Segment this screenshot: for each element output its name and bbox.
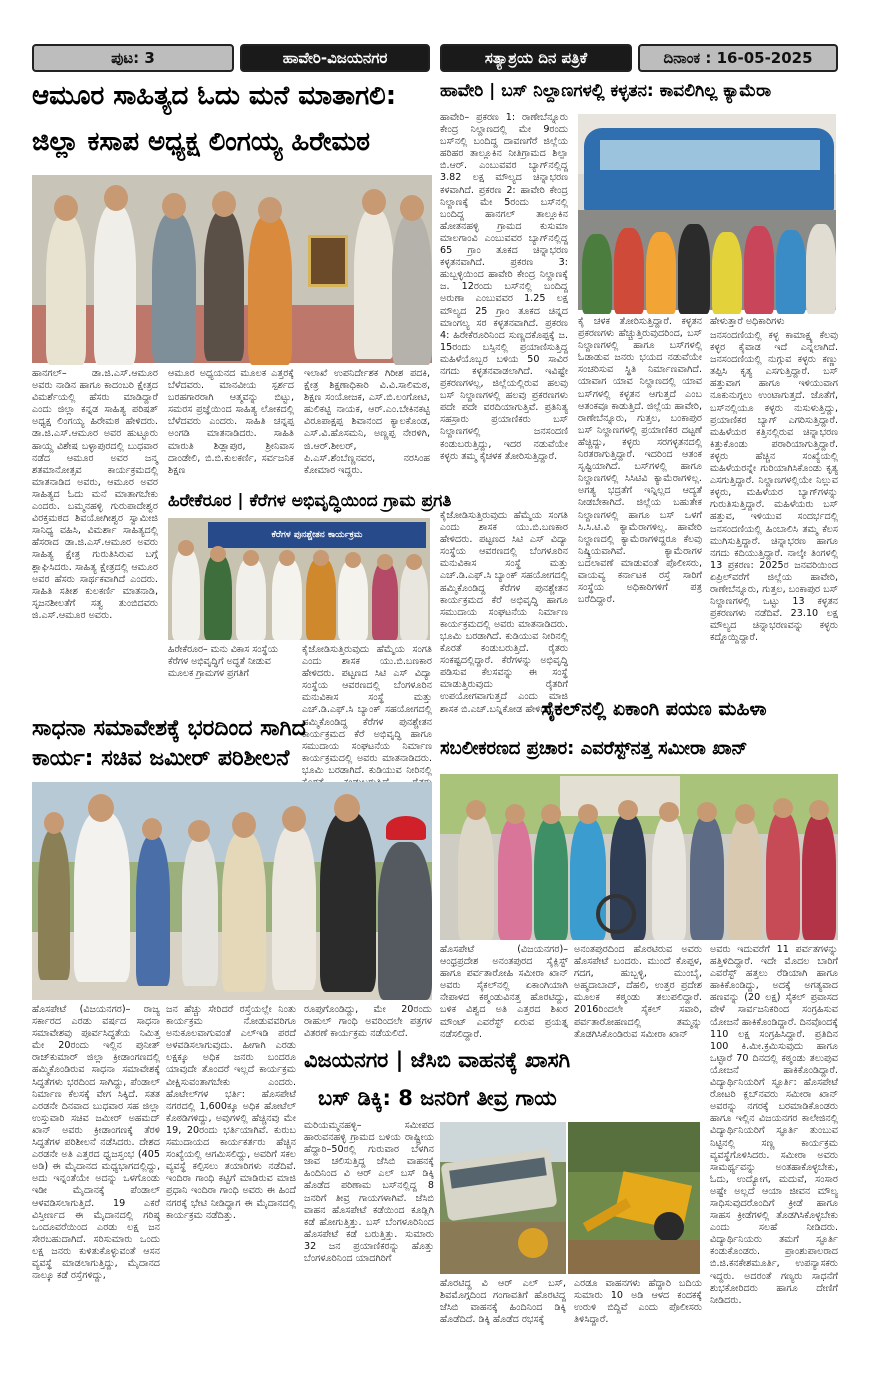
story3-headline: ಹಿರೇಕೆರೂರ | ಕೆರೆಗಳ ಅಭಿವೃದ್ಧಿಯಿಂದ ಗ್ರಾಮ ಪ್ರಗತಿ — [168, 491, 452, 511]
story6-text-col2: ಹೊರಟಿದ್ದ ವಿ ಆರ್ ಎಲ್ ಬಸ್, ಶಿವಮೊಗ್ಗದಿಂದ ಗಂಗಾವತಿಗೆ ಹೊರಟಿದ್ದ ಜೆಸಿಬಿ ವಾಹನಕ್ಕೆ ಹಿಂದಿನಿಂದ ಡಿಕ್ಕಿ ಹೊಡೆದಿದೆ. ಡಿಕ್ಕಿ ಹೊಡೆದ ರಭಸಕ್ಕೆ — [440, 1278, 566, 1326]
story4-text-col1: ಹೊಸಪೇಟೆ (ವಿಜಯನಗರ)– ರಾಜ್ಯ ಸರ್ಕಾರದ ಎರಡು ವರ್ಷದ ಸಾಧನಾ ಸಮಾವೇಶವು ಪೂರ್ವಸಿದ್ಧತೆಯ ನಿಮಿತ್ತ ಮೇ 20ರಂದು ಇಲ್ಲಿನ ಪುನೀತ್ ರಾಜ್‌ಕುಮಾರ್ ಜಿಲ್ಲಾ ಕ್ರೀಡಾಂಗಣದಲ್ಲಿ ಹಮ್ಮಿಕೊಂಡಿರುವ ಸಾಧನಾ ಸಮಾವೇಶಕ್ಕೆ ಸಿದ್ಧತೆಗಳು ಭರದಿಂದ ಸಾಗಿದ್ದು, ಪೆಂಡಾಲ್ ನಿರ್ಮಾಣ ಕೆಲಸಕ್ಕೆ ವೇಗ ಸಿಕ್ಕಿದೆ. ಸತತ ಎರಡನೇ ದಿನವಾದ ಬುಧವಾರ ಸಹ ಜಿಲ್ಲಾ ಉಸ್ತುವಾರಿ ಸಚಿವ ಜಮೀರ್ ಅಹಮದ್ ಖಾನ್ ಅವರು ಕ್ರೀಡಾಂಗಣಕ್ಕೆ ತೆರಳಿ ಸಿದ್ಧತೆಗಳ ಪರಿಶೀಲನೆ ನಡೆಸಿದರು. ದೇಶದ ಎರಡನೇ ಅತಿ ಎತ್ತರದ ಧ್ವಜಸ್ತಂಭ (405 ಅಡಿ) ಈ ಮೈದಾನದ ಮಧ್ಯಭಾಗದಲ್ಲಿದ್ದು, ಅದು ಇನ್ನಂತೆಯೇ ಅದನ್ನು ಒಳಗೊಂಡು ಇಡೀ ಮೈದಾನಕ್ಕೆ ಪೆಂಡಾಲ್ ಆಳವಡಿಸಲಾಗುತ್ತಿದೆ. 19 ಎಕರೆ ವಿಸ್ತೀರ್ಣದ ಈ ಮೈದಾನದಲ್ಲಿ ಗರಿಷ್ಠ ಒಂದೂವರೆಯಿಂದ ಎರಡು ಲಕ್ಷ ಜನ ಸೇರಬಹುದಾಗಿದೆ. ಸರಿಸುಮಾರು ಒಂದು ಲಕ್ಷ ಜನರು ಕುಳಿತುಕೊಳ್ಳುವಂತೆ ಆಸನ ವ್ಯವಸ್ಥೆ ಮಾಡಲಾಗುತ್ತಿದ್ದು, ಮೈದಾನದ ನಾಲ್ಕೂ ಕಡೆ ರಸ್ತೆಗಳಿದ್ದು, — [32, 1004, 160, 1282]
story4-photo — [32, 782, 432, 1000]
story4-text-col3: ರೂಪುಗೊಂಡಿದ್ದು, ಮೇ 20ರಂದು ರಾಹುಲ್ ಗಾಂಧಿ ಅವರಿಂದಲೇ ಪತ್ರಗಳ ವಿತರಣೆ ಕಾರ್ಯಕ್ರಮ ನಡೆಯಲಿದೆ. — [304, 1004, 432, 1040]
story1-headline-line1: ಆಮೂರ ಸಾಹಿತ್ಯದ ಓದು ಮನೆ ಮಾತಾಗಲಿ: — [32, 81, 397, 111]
story6-text-col3: ಎರಡೂ ವಾಹನಗಳು ಹೆದ್ದಾರಿ ಬದಿಯ ಸುಮಾರು 10 ಅಡಿ ಆಳದ ಕಂದಕಕ್ಕೆ ಉರುಳಿ ಬಿದ್ದಿವೆ ಎಂದು ಪೊಲೀಸರು ತಿಳಿಸಿದ್ದಾರೆ. — [574, 1278, 702, 1326]
story2-text-col3: ಜನಸಂದಣಿಯಲ್ಲಿ ಕಳ್ಳ ಕಾಮಾಕ್ಷ್ಯ ಕೆಲವು ಕಳ್ಳರ ಕೈವಾಡ ಇದೆ ಎನ್ನಲಾಗಿದೆ. ಜನಸಂದಣಿಯಲ್ಲಿ ನುಗ್ಗುವ ಕಳ್ಳರು ಕಣ್ಣು ತಪ್ಪಿಸಿ ಕೃತ್ಯ ಎಸಗುತ್ತಿದ್ದಾರೆ. ಬಸ್ ಹತ್ತುವಾಗ ಹಾಗೂ ಇಳಿಯುವಾಗ ನೂಕುನುಗ್ಗಲು ಉಂಟಾಗುತ್ತದೆ. ಜೊತೆಗೆ, ಬಸ್‌ನಲ್ಲಿಯೂ ಕಳ್ಳರು ನುಸುಳುತ್ತಿದ್ದು, ಪ್ರಯಾಣಿಕರ ಬ್ಯಾಗ್ ಎಗರಿಸುತ್ತಿದ್ದಾರೆ. ಮಹಿಳೆಯರ ಕತ್ತಿನಲ್ಲಿರುವ ಚಿನ್ನಾಭರಣ ಕಿತ್ತುಕೊಂಡು ಪರಾರಿಯಾಗುತ್ತಿದ್ದಾರೆ. ಕಳ್ಳರು ಹೆಚ್ಚಿನ ಸಂಖ್ಯೆಯಲ್ಲಿ ಮಹಿಳೆಯರನ್ನೇ ಗುರಿಯಾಗಿಸಿಕೊಂಡು ಕೃತ್ಯ ಎಸಗುತ್ತಿದ್ದಾರೆ. ನಿಲ್ದಾಣಗಳಲ್ಲಿಯೇ ನಿಲ್ಲುವ ಕಳ್ಳರು, ಮಹಿಳೆಯರ ಬ್ಯಾಗ್‌ಗಳನ್ನು ಗುರುತಿಸುತ್ತಿದ್ದಾರೆ. ಮಹಿಳೆಯರು ಬಸ್ ಹತ್ತುವ, ಇಳಿಯುವ ಸಂದರ್ಭದಲ್ಲಿ ಜನಸಂದಣಿಯಲ್ಲಿ ಹಿಂಬಾಲಿಸಿ ತಮ್ಮ ಕೆಲಸ ಮುಗಿಸುತ್ತಿದ್ದಾರೆ. ಚಿನ್ನಾಭರಣ ಹಾಗೂ ನಗದು ಕದಿಯುತ್ತಿದ್ದಾರೆ. ನಾಲ್ಕೇ ತಿಂಗಳಲ್ಲಿ 13 ಪ್ರಕರಣ: 2025ರ ಜನವರಿಯಿಂದ ಏಪ್ರಿಲ್‌ವರೆಗೆ ಜಿಲ್ಲೆಯ ಹಾವೇರಿ, ರಾಣೇಬೆನ್ನೂರು, ಗುತ್ತಲ, ಬಂಕಾಪುರ ಬಸ್ ನಿಲ್ದಾಣಗಳಲ್ಲಿ ಒಟ್ಟು 13 ಕಳ್ಳತನ ಪ್ರಕರಣಗಳು ನಡೆದಿವೆ. 23.10 ಲಕ್ಷ ಮೌಲ್ಯದ ಚಿನ್ನಾಭರಣವನ್ನು ಕಳ್ಳರು ಕದ್ದೊಯ್ದಿದ್ದಾರೆ. — [710, 330, 838, 644]
story3-photo — [168, 518, 430, 640]
story1-text-col1: ಹಾನಗಲ್– ಡಾ.ಜಿ.ಎಸ್.ಆಮೂರ ಅವರು ನಾಡಿನ ಹಾಗೂ ಕಾದಂಬರಿ ಕ್ಷೇತ್ರದ ವಿಮರ್ಶೆಯಲ್ಲಿ ಹೆಸರು ಮಾಡಿದ್ದಾರೆ ಎಂದು ಜಿಲ್ಲಾ ಕನ್ನಡ ಸಾಹಿತ್ಯ ಪರಿಷತ್ ಅಧ್ಯಕ್ಷ ಲಿಂಗಯ್ಯ ಹಿರೇಮಠ ಹೇಳಿದರು. ಡಾ.ಜಿ.ಎಸ್.ಆಮೂರ ಅವರ ಹುಟ್ಟೂರು ಹಾಯ್ದ ವಿಶೇಷ ಬಳ್ಳಾಪುರದಲ್ಲಿ ಬುಧವಾರ ನಡೆದ ಆಮೂರ ಅವರ ಜನ್ಮ ಶತಮಾನೋತ್ಸವ ಕಾರ್ಯಕ್ರಮದಲ್ಲಿ ಮಾತನಾಡಿದ ಅವರು, ಆಮೂರ ಅವರ ಸಾಹಿತ್ಯದ ಓದು ಮನೆ ಮಾತಾಗಬೇಕು ಎಂದರು. ಬಮ್ಮನಹಳ್ಳಿ ಗುರುಪಾದೇಶ್ವರ ವಿರಕ್ತಮಠದ ಶಿವಯೋಗೀಶ್ವರ ಸ್ವಾಮೀಜಿ ಸಾನಿಧ್ಯ ವಹಿಸಿ, ವಿಮರ್ಶಾ ಸಾಹಿತ್ಯದಲ್ಲಿ ಹೆಸರಾದ ಡಾ.ಜಿ.ಎಸ್.ಆಮೂರ ಅವರು ಸಾಹಿತ್ಯ ಕ್ಷೇತ್ರ ಗುರುತಿಸಿರುವ ಬಗ್ಗೆ ಶ್ಲಾಘಿಸಿದರು. ಸಾಹಿತ್ಯ ಕ್ಷೇತ್ರದಲ್ಲಿ ಆಮೂರ ಅವರ ಹೆಸರು ಸಾರ್ಥಕವಾಗಿದೆ ಎಂದರು. ಸಾಹಿತಿ ಸತೀಶ ಕುಲಕರ್ಣಿ ಮಾತನಾಡಿ, ಸೃಜನಶೀಲತೆಗೆ ಸತ್ವ ತುಂಬಿದವರು ಜಿ.ಎಸ್.ಆಮೂರ ಅವರು. — [32, 368, 158, 621]
edition-name: ಹಾವೇರಿ-ವಿಜಯನಗರ — [240, 44, 430, 72]
story1-photo — [32, 175, 432, 363]
newspaper-name: ಸತ್ಯಾಶ್ರಯ ದಿನ ಪತ್ರಿಕೆ — [440, 44, 632, 72]
story2-text-col1: ಹಾವೇರಿ– ಪ್ರಕರಣ 1: ರಾಣೇಬೆನ್ನೂರು ಕೇಂದ್ರ ನಿಲ್ದಾಣದಲ್ಲಿ ಮೇ 9ರಂದು ಬಸ್‌ನಲ್ಲಿ ಬಂದಿದ್ದ ದಾವಣಗೆರೆ ಜಿಲ್ಲೆಯ ಹರಿಹರ ತಾಲ್ಲೂಕಿನ ನೀತಿಗ್ರಾಮದ ಶಿಲ್ಪಾ ಬಿ.ಆರ್. ಎಂಬುವವರ ಬ್ಯಾಗ್‌ನಲ್ಲಿದ್ದ 3.82 ಲಕ್ಷ ಮೌಲ್ಯದ ಚಿನ್ನಾಭರಣ ಕಳವಾಗಿದೆ. ಪ್ರಕರಣ 2: ಹಾವೇರಿ ಕೇಂದ್ರ ನಿಲ್ದಾಣಕ್ಕೆ ಮೇ 5ರಂದು ಬಸ್‌ನಲ್ಲಿ ಬಂದಿದ್ದ ಹಾನಗಲ್ ತಾಲ್ಲೂಕಿನ ಹೋತನಹಳ್ಳಿ ಗ್ರಾಮದ ಕುಸುಮಾ ಮಾಲಗಾಂವಿ ಎಂಬುವವರ ಬ್ಯಾಗ್‌ನಲ್ಲಿದ್ದ 65 ಗ್ರಾಂ ತೂಕದ ಚಿನ್ನಾಭರಣ ಕಳ್ಳತನವಾಗಿದೆ. ಪ್ರಕರಣ 3: ಹುಬ್ಬಳ್ಳಿಯಿಂದ ಹಾವೇರಿ ಕೇಂದ್ರ ನಿಲ್ದಾಣಕ್ಕೆ ಜ. 12ರಂದು ಬಸ್‌ನಲ್ಲಿ ಬಂದಿದ್ದ ಅರುಣಾ ಎಂಬುವವರ 1.25 ಲಕ್ಷ ಮೌಲ್ಯದ 25 ಗ್ರಾಂ ತೂಕದ ಚಿನ್ನದ ಮಾಂಗಲ್ಯ ಸರ ಕಳ್ಳತನವಾಗಿದೆ. ಪ್ರಕರಣ 4: ಹಿರೇಕೆರೂರಿನಿಂದ ಸುಣ್ಣದಕೊಪ್ಪಕ್ಕೆ ಜ. 15ರಂದು ಬಸ್ಸಿನಲ್ಲಿ ಪ್ರಯಾಣಿಸುತ್ತಿದ್ದ ಮಹಿಳೆಯೊಬ್ಬರ ಬಳಿಯ 50 ಸಾವಿರ ನಗದು ಕಳ್ಳತನವಾಡಲಾಗಿದೆ. ಇವಿಷ್ಟೇ ಪ್ರಕರಣಗಳಲ್ಲ, ಜಿಲ್ಲೆಯಲ್ಲಿರುವ ಹಲವು ಬಸ್ ನಿಲ್ದಾಣಗಳಲ್ಲಿ ಹಲವು ಪ್ರಕರಣಗಳು ಪದೇ ಪದೇ ವರದಿಯಾಗುತ್ತಿವೆ. ಪ್ರತಿನಿತ್ಯ ಸಹಸ್ರಾರು ಪ್ರಯಾಣಿಕರು ಬಸ್ ನಿಲ್ದಾಣಗಳಲ್ಲಿ ಜನಸಂದಣಿ ಕಂಡುಬರುತ್ತಿದ್ದು, ಇದರ ನಡುವೆಯೇ ಕಳ್ಳರು ತಮ್ಮ ಕೈಚಳಕ ತೋರಿಸುತ್ತಿದ್ದಾರೆ. — [440, 112, 568, 462]
story5-photo — [440, 774, 838, 940]
story5-text-col1: ಹೊಸಪೇಟೆ (ವಿಜಯನಗರ)– ಆಂಧ್ರಪ್ರದೇಶ ಅನಂತಪುರದ ಸೈಕ್ಲಿಸ್ಟ್ ಹಾಗೂ ಪರ್ವತಾರೋಹಿ ಸಮೀರಾ ಖಾನ್ ಅವರು ಸೈಕಲ್‌ನಲ್ಲಿ ಏಕಾಂಗಿಯಾಗಿ ನೇಪಾಳದ ಕಠ್ಮಂಡುವಿನತ್ತ ಹೊರಟಿದ್ದು, ಬಳಿಕ ವಿಶ್ವದ ಅತಿ ಎತ್ತರದ ಶಿಖರ ಮೌಂಟ್ ಎವರೆಸ್ಟ್ ಏರುವ ಪ್ರಯತ್ನ ನಡೆಸಲಿದ್ದಾರೆ. — [440, 944, 568, 1040]
story3-text-col1: ಕೈಜೋಡಿಸುತ್ತಿರುವುದು ಹೆಮ್ಮೆಯ ಸಂಗತಿ ಎಂದು ಶಾಸಕ ಯು.ಬಿ.ಬಣಕಾರ ಹೇಳಿದರು. ಪಟ್ಟಣದ ಸಿಟಿ ಎಸ್ ವಿದ್ಯಾ ಸಂಸ್ಥೆಯ ಆವರಣದಲ್ಲಿ ಬೆಂಗಳೂರಿನ ಮನುವಿಕಾಸ ಸಂಸ್ಥೆ ಮತ್ತು ಎಚ್.ಡಿ.ಎಫ್.ಸಿ ಬ್ಯಾಂಕ್ ಸಹಯೋಗದಲ್ಲಿ ಹಮ್ಮಿಕೊಂಡಿದ್ದ ಕೆರೆಗಳ ಪುನಶ್ಚೇತನ ಕಾರ್ಯಕ್ರಮದ ಕೆರೆ ಅಭಿವೃದ್ಧಿ ಹಾಗೂ ಸಮುದಾಯ ಸಂಘಟನೆಯ ನಿರ್ಮಾಣ ಕಾರ್ಯಕ್ರಮದಲ್ಲಿ ಅವರು ಮಾತನಾಡಿದರು. ಭೂಮಿ ಬರಡಾಗಿದೆ. ಕುಡಿಯುವ ನೀರಿನಲ್ಲಿ ಕೊರತೆ ಕಂಡುಬರುತ್ತಿದೆ. ರೈತರು ಸಂಕಷ್ಟದಲ್ಲಿದ್ದಾರೆ. ಕೆರೆಗಳನ್ನು ಅಭಿವೃದ್ಧಿ ಪಡಿಸುವ ಕೆಲಸವನ್ನು ಈ ಸಂಸ್ಥೆ ಮಾಡುತ್ತಿರುವುದು ರೈತರಿಗೆ ಉಪಯೋಗವಾಗುತ್ತದೆ ಎಂದು ಮಾಜಿ ಶಾಸಕ ಬಿ.ಎಚ್.ಬನ್ನಿಕೋಡ ಹೇಳಿದರು. — [440, 510, 568, 715]
story1-headline-line2: ಜಿಲ್ಲಾ ಕಸಾಪ ಅಧ್ಯಕ್ಷ ಲಿಂಗಯ್ಯ ಹಿರೇಮಠ — [32, 127, 370, 157]
story6-headline-line1: ವಿಜಯನಗರ | ಜೆಸಿಬಿ ವಾಹನಕ್ಕೆ ಖಾಸಗಿ — [304, 1048, 571, 1072]
story2-text-col2: ಕೈ ಚಳಕ ತೋರಿಸುತ್ತಿದ್ದಾರೆ. ಕಳ್ಳತನ ಪ್ರಕರಣಗಳು ಹೆಚ್ಚುತ್ತಿರುವುದರಿಂದ, ಬಸ್ ನಿಲ್ದಾಣಗಳಲ್ಲಿ ಹಾಗೂ ಬಸ್‌ಗಳಲ್ಲಿ ಓಡಾಡುವ ಜನರು ಭಯದ ನಡುವೆಯೇ ಸಂಚರಿಸುವ ಸ್ಥಿತಿ ನಿರ್ಮಾಣವಾಗಿದೆ. ಯಾವಾಗ ಯಾವ ನಿಲ್ದಾಣದಲ್ಲಿ ಯಾವ ಬಸ್‌ಗಳಲ್ಲಿ ಕಳ್ಳತನ ಆಗುತ್ತದೆ ಎಂಬ ಆತಂಕವೂ ಕಾಡುತ್ತಿದೆ. ಜಿಲ್ಲೆಯ ಹಾವೇರಿ, ರಾಣೇಬೆನ್ನೂರು, ಗುತ್ತಲ, ಬಂಕಾಪುರ ಬಸ್ ನಿಲ್ದಾಣಗಳಲ್ಲಿ ಪ್ರಯಾಣಿಕರ ದಟ್ಟಣೆ ಹೆಚ್ಚಿದ್ದು, ಕಳ್ಳರು ಸರಗಳ್ಳತನದಲ್ಲಿ ನಿರತರಾಗುತ್ತಿದ್ದಾರೆ. ಇದರಿಂದ ಆತಂಕ ಸೃಷ್ಟಿಯಾಗಿದೆ. ಬಸ್‌ಗಳಲ್ಲಿ ಹಾಗೂ ನಿಲ್ದಾಣಗಳಲ್ಲಿ ಸಿಸಿಟಿವಿ ಕ್ಯಾಮೆರಾಗಳಿಲ್ಲ. ಅಗತ್ಯ ಭದ್ರತೆಗೆ ಇನ್ನಿಲ್ಲದ ಆದ್ಯತೆ ನೀಡಬೇಕಾಗಿದೆ. ಜಿಲ್ಲೆಯ ಬಹುತೇಕ ನಿಲ್ದಾಣಗಳಲ್ಲಿ ಹಾಗೂ ಬಸ್ ಒಳಗೆ ಸಿ.ಸಿ.ಟಿ.ವಿ ಕ್ಯಾಮೆರಾಗಳಿಲ್ಲ. ಹಾವೇರಿ ನಿಲ್ದಾಣದಲ್ಲಿ ಕ್ಯಾಮೆರಾಗಳಿದ್ದರೂ ಕೆಲವು ನಿಷ್ಕ್ರಿಯವಾಗಿವೆ. ಕ್ಯಾಮೆರಾಗಳ ಬದಲಾವಣೆ ಮಾಡುವಂತೆ ಪೊಲೀಸರು, ವಾಯವ್ಯ ಕರ್ನಾಟಕ ರಸ್ತೆ ಸಾರಿಗೆ ಸಂಸ್ಥೆಯ ಅಧಿಕಾರಿಗಳಿಗೆ ಪತ್ರ ಬರೆದಿದ್ದಾರೆ. — [578, 316, 702, 606]
story5-text-col3: ಅವರು ಇದುವರೆಗೆ 11 ಪರ್ವತಗಳನ್ನು ಹತ್ತಿಳಿದಿದ್ದಾರೆ. ಇದೇ ಮೊದಲ ಬಾರಿಗೆ ಎವರೆಸ್ಟ್ ಹತ್ತಲು ರೆಡಿಯಾಗಿ ಹಾಗೂ ಹಾಕಿಕೊಂಡಿದ್ದು, ಅದಕ್ಕೆ ಅಗತ್ಯವಾದ ಹಣವನ್ನು (20 ಲಕ್ಷ) ಸೈಕಲ್ ಪ್ರವಾಸದ ವೇಳೆ ಸಾರ್ವಜನಿಕರಿಂದ ಸಂಗ್ರಹಿಸುವ ಯೋಜನೆ ಹಾಕಿಕೊಂಡಿದ್ದಾರೆ. ದಿನವೊಂದಕ್ಕೆ 110 ಲಕ್ಷ ಸಂಗ್ರಹಿಸಿದ್ದಾರೆ. ಪ್ರತಿದಿನ 100 ಕಿ.ಮೀ.ಕ್ರಮಿಸುವುದು ಹಾಗೂ ಒಟ್ಟಾರೆ 70 ದಿನದಲ್ಲಿ ಕಠ್ಮಂಡು ತಲುಪುವ ಯೋಜನೆ ಹಾಕಿಕೊಂಡಿದ್ದಾರೆ. ವಿದ್ಯಾರ್ಥಿನಿಯರಿಗೆ ಸ್ಫೂರ್ತಿ: ಹೊಸಪೇಟೆ ರೋಟರಿ ಕ್ಲಬ್‌ನವರು ಸಮೀರಾ ಖಾನ್ ಅವರನ್ನು ನಗರಕ್ಕೆ ಬರಮಾಡಿಕೊಂಡರು ಹಾಗೂ ಇಲ್ಲಿನ ವಿಜಯನಗರ ಕಾಲೇಜಿನಲ್ಲಿ ವಿದ್ಯಾರ್ಥಿನಿಯರಿಗೆ ಸ್ಫೂರ್ತಿ ತುಂಬುವ ನಿಟ್ಟಿನಲ್ಲಿ ಸಣ್ಣ ಕಾರ್ಯಕ್ರಮ ವ್ಯವಸ್ಥೆಗೊಳಿಸಿದರು. ಸಮೀರಾ ಅವರು ಸಾಮರ್ಥ್ಯವನ್ನು ಅಂತಹಾಕೊಳ್ಳಬೇಕು, ಓದು, ಉದ್ಯೋಗ, ಮದುವೆ, ಸಂಸಾರ ಅಷ್ಟೇ ಅಲ್ಲದೆ ಆಯಾ ಜೀವನ ಮೌಲ್ಯ ಸಾಧಿಸುವುದರೊಂದಿಗೆ ಕ್ರೀಡೆ ಹಾಗೂ ಸಾಹಸ ಕ್ರೀಡೆಗಳಲ್ಲಿ ತೊಡಗಿಸಿಕೊಳ್ಳಬೇಕು ಎಂದು ಸಲಹೆ ನೀಡಿದರು. ವಿದ್ಯಾರ್ಥಿನಿಯರು ತಮಗೆ ಸ್ಫೂರ್ತಿ ಕಂಡುಕೊಂಡರು. ಪ್ರಾಂಶುಪಾಲರಾದ ಬಿ.ಜಿ.ಕನಕೇಶಮೂರ್ತಿ, ಉಪನ್ಯಾಸಕರು ಇದ್ದರು. ಅದರಂತೆ ಗಣ್ಯರು ಸಾಧನೆಗೆ ಶುಭಕೋರಿದರು ಹಾಗೂ ದೇಣಿಗೆ ನೀಡಿದರು. — [710, 944, 838, 1306]
story6-photo-jcb — [568, 1122, 700, 1274]
story6-photo-bus — [440, 1122, 566, 1274]
story5-headline-line2: ಸಬಲೀಕರಣದ ಪ್ರಚಾರ: ಎವರೆಸ್ಟ್‌ನತ್ತ ಸಮೀರಾ ಖಾನ್ — [440, 738, 748, 759]
story2-headline: ಹಾವೇರಿ | ಬಸ್ ನಿಲ್ದಾಣಗಳಲ್ಲಿ ಕಳ್ಳತನ: ಕಾವಲಿಗಿಲ್ಲ ಕ್ಯಾಮೆರಾ — [440, 81, 772, 101]
story3-text-col0: ಕೈಜೋಡಿಸುತ್ತಿರುವುದು ಹೆಮ್ಮೆಯ ಸಂಗತಿ ಎಂದು ಶಾಸಕ ಯು.ಬಿ.ಬಣಕಾರ ಹೇಳಿದರು. ಪಟ್ಟಣದ ಸಿಟಿ ಎಸ್ ವಿದ್ಯಾ ಸಂಸ್ಥೆಯ ಆವರಣದಲ್ಲಿ ಬೆಂಗಳೂರಿನ ಮನುವಿಕಾಸ ಸಂಸ್ಥೆ ಮತ್ತು ಎಚ್.ಡಿ.ಎಫ್.ಸಿ ಬ್ಯಾಂಕ್ ಸಹಯೋಗದಲ್ಲಿ ಹಮ್ಮಿಕೊಂಡಿದ್ದ ಕೆರೆಗಳ ಪುನಶ್ಚೇತನ ಕಾರ್ಯಕ್ರಮದ ಕೆರೆ ಅಭಿವೃದ್ಧಿ ಹಾಗೂ ಸಮುದಾಯ ಸಂಘಟನೆಯ ನಿರ್ಮಾಣ ಕಾರ್ಯಕ್ರಮದಲ್ಲಿ ಅವರು ಮಾತನಾಡಿದರು. ಭೂಮಿ ಬರಡಾಗಿದೆ. ಕುಡಿಯುವ ನೀರಿನಲ್ಲಿ — [302, 644, 432, 776]
story4-headline-line1: ಸಾಧನಾ ಸಮಾವೇಶಕ್ಕೆ ಭರದಿಂದ ಸಾಗಿದ — [32, 716, 306, 741]
story5-headline-line1: ಸೈಕಲ್‌ನಲ್ಲಿ ಏಕಾಂಗಿ ಪಯಣ ಮಹಿಳಾ — [541, 698, 767, 720]
story4-text-col2: ಜನ ಹೆಚ್ಚು ಸೇರಿದರೆ ರಸ್ತೆಯಲ್ಲೇ ನಿಂತು ಕಾರ್ಯಕ್ರಮ ನೋಡುವವರಿಗೂ ಅನುಕೂಲವಾಗುವಂತೆ ಎಲ್‌ಇಡಿ ಪರದೆ ಅಳವಡಿಸಲಾಗುವುದು. ಹೀಗಾಗಿ ಎರಡು ಲಕ್ಷಕ್ಕೂ ಅಧಿಕ ಜನರು ಬಂದರೂ ಯಾವುದೇ ತೊಂದರೆ ಇಲ್ಲದೆ ಕಾರ್ಯಕ್ರಮ ವೀಕ್ಷಿಸುವಂತಾಗಬೇಕು ಎಂದರು. ಹೊಟೇಲ್‌ಗಳ ಭರ್ತಿ: ಹೊಸಪೇಟೆ ನಗರದಲ್ಲಿ 1,600ಕ್ಕೂ ಅಧಿಕ ಹೋಟೆಲ್ ಕೊಠಡಿಗಳಿದ್ದು, ಅವುಗಳಲ್ಲಿ ಹೆಚ್ಚಿನವು ಮೇ 19, 20ರಂದು ಭರ್ತಿಯಾಗಿವೆ. ಕುರುಬ ಸಮುದಾಯದ ಕಾರ್ಯಕರ್ತರು ಹೆಚ್ಚಿನ ಸಂಖ್ಯೆಯಲ್ಲಿ ಆಗಮಿಸಲಿದ್ದು, ಅವರಿಗೆ ಸಕಲ ವ್ಯವಸ್ಥೆ ಕಲ್ಪಿಸಲು ತಯಾರಿಗಳು ನಡೆದಿವೆ. ಇಂದಿರಾ ಗಾಂಧಿ ಕಟ್ಟಿಗೆ ಮಾಡಿರುವ ಮಾಜಿ ಪ್ರಧಾನಿ ಇಂದಿರಾ ಗಾಂಧಿ ಅವರು ಈ ಹಿಂದೆ ನಗರಕ್ಕೆ ಭೇಟಿ ನೀಡಿದ್ದಾಗ ಈ ಮೈದಾನದಲ್ಲಿ ಕಾರ್ಯಕ್ರಮ ನಡೆದಿತ್ತು. — [166, 1004, 296, 1221]
story2-photo — [578, 114, 836, 310]
story3-photo-banner: ಕೆರೆಗಳ ಪುನಶ್ಚೇತನ ಕಾರ್ಯಕ್ರಮ — [208, 522, 426, 548]
story4-headline-line2: ಕಾರ್ಯ: ಸಚಿವ ಜಮೀರ್ ಪರಿಶೀಲನೆ — [32, 746, 290, 771]
story6-text-col1: ಮರಿಯಮ್ಮನಹಳ್ಳಿ– ಸಮೀಪದ ಹಾರುವನಹಳ್ಳಿ ಗ್ರಾಮದ ಬಳಿಯ ರಾಷ್ಟ್ರೀಯ ಹೆದ್ದಾರಿ–50ರಲ್ಲಿ ಗುರುವಾರ ಬೆಳಗಿನ ಜಾವ ಚಲಿಸುತ್ತಿದ್ದ ಜೆಸಿಬಿ ವಾಹನಕ್ಕೆ ಹಿಂದಿನಿಂದ ವಿ ಆರ್ ಎಲ್ ಬಸ್ ಡಿಕ್ಕಿ ಹೊಡೆದ ಪರಿಣಾಮ ಬಸ್‌ನಲ್ಲಿದ್ದ 8 ಜನರಿಗೆ ತೀವ್ರ ಗಾಯಗಳಾಗಿವೆ. ಜೆಸಿಬಿ ವಾಹನ ಹೊಸಪೇಟೆ ಕಡೆಯಿಂದ ಕೂಡ್ಲಿಗಿ ಕಡೆ ಹೋಗುತ್ತಿತ್ತು. ಬಸ್ ಬೆಂಗಳೂರಿನಿಂದ ಹೊಸಪೇಟೆ ಕಡೆ ಬರುತ್ತಿತ್ತು. ಸುಮಾರು 32 ಜನ ಪ್ರಯಾಣಿಕರನ್ನು ಹೊತ್ತು ಬೆಂಗಳೂರಿನಿಂದ ಯಾದಗಿರಿಗೆ — [304, 1120, 434, 1265]
issue-date: ದಿನಾಂಕ : 16-05-2025 — [638, 44, 838, 72]
page-number: ಪುಟ: 3 — [32, 44, 234, 72]
story1-text-col3: ಇಲಾಖೆ ಉಪನಿರ್ದೇಶಕ ಗಿರೀಶ ಪದಕಿ, ಕ್ಷೇತ್ರ ಶಿಕ್ಷಣಾಧಿಕಾರಿ ವಿ.ವಿ.ಸಾಲಿಮಠ, ಶಿಕ್ಷಣ ಸಂಯೋಜಕ, ಎಸ್.ಬಿ.ಲಂಗೋಟಿ, ಹುಲಿಕಟ್ಟಿ ನಾಯಕ, ಆರ್.ಎಂ.ಬೇಕಿನಕಟ್ಟಿ ವಿರೂಪಾಕ್ಷಪ್ಪ ಶಿವಾನಂದ ಕ್ಯಾಲಕೊಂಡ, ಎಸ್.ವಿ.ಹೊಸಮನಿ, ಅಣ್ಣಪ್ಪ ನೇರಳಿಗಿ, ಜಿ.ಆರ್.ಶೀಲರ್, ಪಿ.ಎಸ್.ಶೆಂಬೆಣ್ಣನವರ, ನರಸಿಂಹ ಕೋಮಾರ ಇದ್ದರು. — [304, 368, 430, 476]
story6-headline-line2: ಬಸ್ ಡಿಕ್ಕಿ: 8 ಜನರಿಗೆ ತೀವ್ರ ಗಾಯ — [318, 1086, 557, 1110]
story3-caption: ಹಿರೇಕೆರೂರ– ಮನು ವಿಕಾಸ ಸಂಸ್ಥೆಯ ಕೆರೆಗಳ ಅಭಿವೃದ್ಧಿಗೆ ಅದ್ಧತೆ ನೀಡುವ ಮೂಲಕ ಗ್ರಾಮಗಳ ಪ್ರಗತಿಗೆ — [168, 644, 278, 679]
story5-text-col2: ಅನಂತಪುರದಿಂದ ಹೊರಟಿರುವ ಅವರು ಹೊಸಪೇಟೆ ಬಂದರು. ಮುಂದೆ ಕೊಪ್ಪಳ, ಗದಗ, ಹುಬ್ಬಳ್ಳಿ, ಮುಂಬೈ, ಅಹ್ಮದಾಬಾದ್, ದೆಹಲಿ, ಉತ್ತರ ಪ್ರದೇಶ ಮೂಲಕ ಕಠ್ಮಂಡು ತಲುಪಲಿದ್ದಾರೆ. 2016ರಿಂದಲೇ ಸೈಕಲ್ ಸವಾರಿ, ಪರ್ವತಾರೋಹಣದಲ್ಲಿ ತಮ್ಮನ್ನು ತೊಡಗಿಸಿಕೊಂಡಿರುವ ಸಮೀರಾ ಖಾನ್ — [574, 944, 702, 1040]
story1-text-col2: ಆಮೂರ ಅಧ್ಯಯನದ ಮೂಲಕ ಎತ್ತರಕ್ಕೆ ಬೆಳೆದವರು. ಮಾನವೀಯ ಸ್ಪರ್ಶದ ಬರಹಗಾರರಾಗಿ ಆತ್ಮವನ್ನು ಬಿಟ್ಟು, ಸಮರಸ ಪ್ರಜ್ಞೆಯಿಂದ ಸಾಹಿತ್ಯ ಲೋಕದಲ್ಲಿ ಬೆಳೆದವರು ಎಂದರು. ಸಾಹಿತಿ ಚನ್ನಪ್ಪ ಅಂಗಡಿ ಮಾತನಾಡಿದರು. ಸಾಹಿತಿ ಮಾರುತಿ ಶಿಡ್ಲಾಪುರ, ಶ್ರೀನಿವಾಸ ದಾಂಡೇಲಿ, ಬಿ.ಬಿ.ಕುಲಕರ್ಣಿ, ಸರ್ವಜನಿಕ ಶಿಕ್ಷಣ — [168, 368, 294, 476]
story2-caption: ಹೇಳುತ್ತಾರೆ ಅಧಿಕಾರಿಗಳು — [710, 316, 785, 327]
